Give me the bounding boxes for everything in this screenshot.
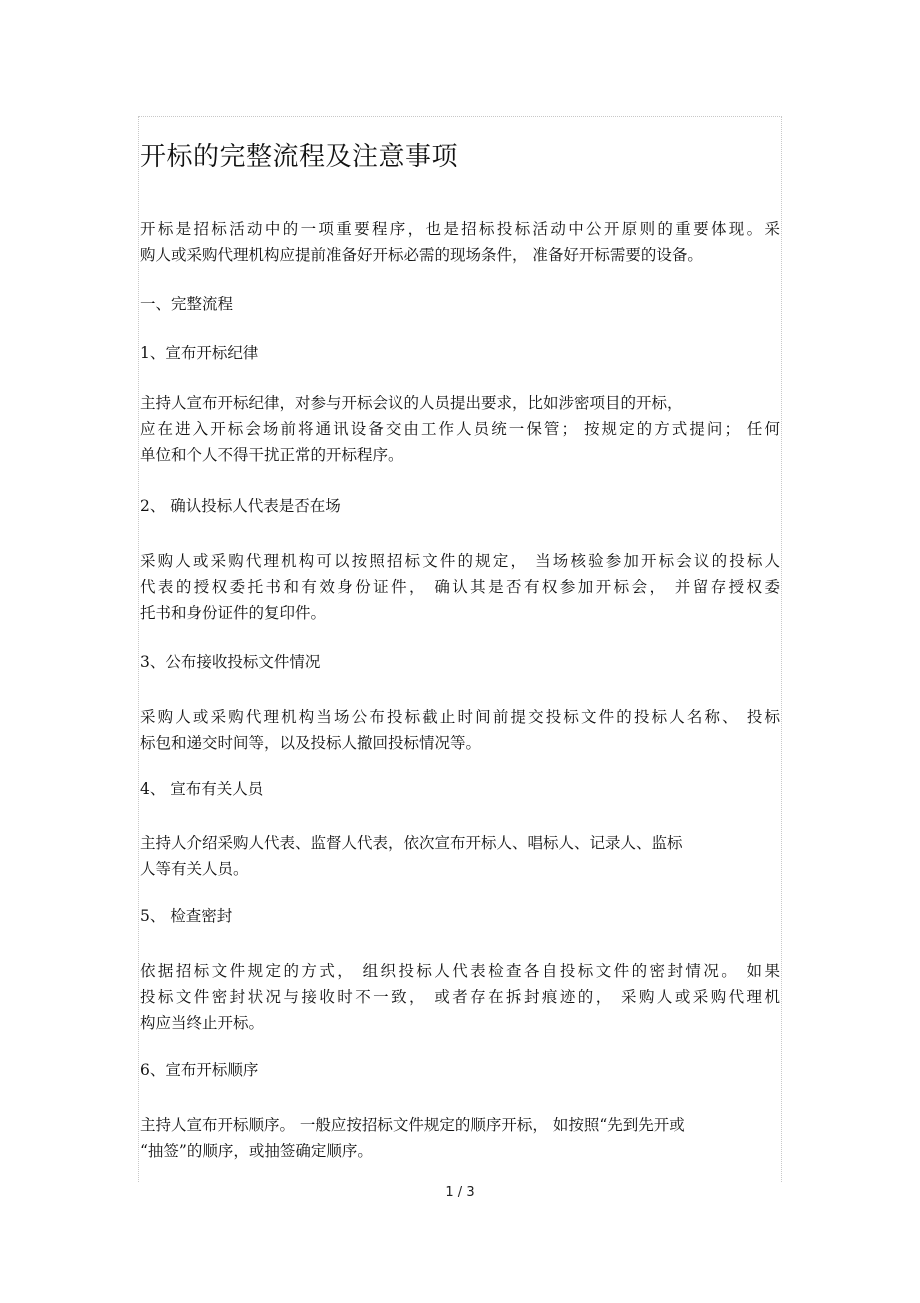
paragraph-line: 采购人或采购代理机构可以按照招标文件的规定， 当场核验参加开标会议的投标人: [140, 552, 780, 570]
paragraph-line: 依据招标文件规定的方式， 组织投标人代表检查各自投标文件的密封情况。 如果: [140, 962, 780, 980]
step-paragraph: [140, 1112, 780, 1164]
paragraph-line: 主持人宣布开标顺序。 一般应按招标文件规定的顺序开标， 如按照“先到先开或: [140, 1116, 685, 1134]
page-number: 1 / 3: [445, 1185, 475, 1200]
step-heading: 3、公布接收投标文件情况: [140, 653, 321, 671]
paragraph-line: “抽签”的顺序，或抽签确定顺序。: [140, 1142, 373, 1160]
paragraph-line: 应在进入开标会场前将通讯设备交由工作人员统一保管； 按规定的方式提问； 任何: [140, 420, 780, 438]
step-paragraph: [140, 548, 780, 626]
step-heading: 6、宣布开标顺序: [140, 1061, 259, 1079]
step-paragraph: [140, 830, 780, 882]
paragraph-line: 人等有关人员。: [140, 860, 249, 878]
step-heading: 2、 确认投标人代表是否在场: [140, 497, 341, 515]
intro-line: 开标是招标活动中的一项重要程序，也是招标投标活动中公开原则的重要体现。采: [140, 220, 780, 238]
step-heading: 4、 宣布有关人员: [140, 780, 264, 798]
step-heading: 5、 检查密封: [140, 907, 233, 925]
step-heading: 1、宣布开标纪律: [140, 344, 259, 362]
document-title: 开标的完整流程及注意事项: [140, 142, 459, 172]
paragraph-line: 构应当终止开标。: [140, 1014, 265, 1032]
step-paragraph: [140, 704, 780, 756]
intro-line: 购人或采购代理机构应提前准备好开标必需的现场条件， 准备好开标需要的设备。: [140, 246, 703, 264]
step-paragraph: [140, 958, 780, 1036]
paragraph-line: 采购人或采购代理机构当场公布投标截止时间前提交投标文件的投标人名称、 投标: [140, 708, 780, 726]
paragraph-line: 主持人宣布开标纪律，对参与开标会议的人员提出要求，比如涉密项目的开标，: [140, 394, 683, 412]
intro-paragraph: [140, 216, 780, 268]
paragraph-line: 代表的授权委托书和有效身份证件， 确认其是否有权参加开标会， 并留存授权委: [140, 578, 780, 596]
paragraph-line: 单位和个人不得干扰正常的开标程序。: [140, 446, 404, 464]
step-paragraph: [140, 390, 780, 468]
paragraph-line: 主持人介绍采购人代表、监督人代表，依次宣布开标人、唱标人、记录人、监标: [140, 834, 683, 852]
paragraph-line: 托书和身份证件的复印件。: [140, 604, 327, 622]
paragraph-line: 投标文件密封状况与接收时不一致， 或者存在拆封痕迹的， 采购人或采购代理机: [140, 988, 780, 1006]
paragraph-line: 标包和递交时间等，以及投标人撤回投标情况等。: [140, 734, 482, 752]
section-heading: 一、完整流程: [140, 295, 234, 313]
